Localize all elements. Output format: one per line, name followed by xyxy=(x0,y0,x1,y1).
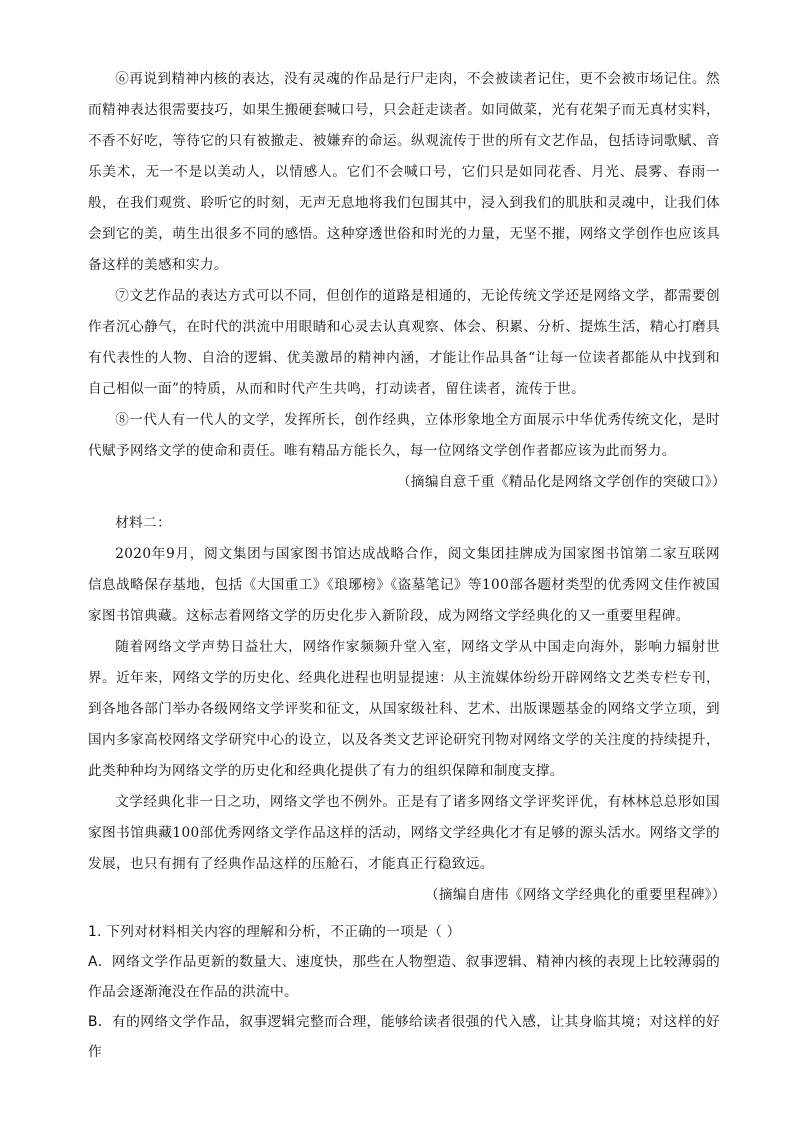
paragraph-6: ⑥再说到精神内核的表达，没有灵魂的作品是行尸走肉，不会被读者记住，更不会被市场记住。然而精神表达很需要技巧，如果生搬硬套喊口号，只会赶走读者。如同做菜，光有花架子而无真材实料，不香不好吃，等待它的只有被撤走、被嫌弃的命运。纵观流传于世的所有文艺作品，包括诗词歌赋、音乐美术，无一不是以美动人，以情感人。它们不会喊口号，它们只是如同花香、月光、晨雾、春雨一般，在我们观赏、聆听它的时刻，无声无息地将我们包围其中，浸入到我们的肌肤和灵魂中，让我们体会到它的美，萌生出很多不同的感悟。这种穿透世俗和时光的力量，无坚不摧，网络文学创作也应该具备这样的美感和实力。 xyxy=(88,71,720,273)
material-two-paragraph-2: 随着网络文学声势日益壮大，网络作家频频升堂入室，网络文学从中国走向海外，影响力辐射世界。近年来，网络文学的历史化、经典化进程也明显提速：从主流媒体纷纷开辟网络文艺类专栏专刊，到各地各部门举办各级网络文学评奖和征文，从国家级社科、艺术、出版课题基金的网络文学立项，到国内多家高校网络文学研究中心的设立，以及各类文艺评论研究刊物对网络文学的关注度的持续提升，此类种种均为网络文学的历史化和经典化提供了有力的组织保障和制度支撑。 xyxy=(88,639,720,779)
material-two-heading: 材料二： xyxy=(115,515,172,531)
material-two-paragraph-1: 2020年9月，阅文集团与国家图书馆达成战略合作，阅文集团挂牌成为国家图书馆第二家互联网信息战略保存基地，包括《大国重工》《琅琊榜》《盗墓笔记》等100部各题材类型的优秀网文佳作被国家图书馆典藏。这标志着网络文学的历史化步入新阶段，成为网络文学经典化的又一重要里程碑。 xyxy=(88,546,720,624)
question-1 xyxy=(88,917,720,1067)
source-citation-1: （摘编自意千重《精品化是网络文学创作的突破口》） xyxy=(396,474,726,490)
question-stem: 1. 下列对材料相关内容的理解和分析，不正确的一项是（ ） xyxy=(88,924,461,940)
option-a: A．网络文学作品更新的数量大、速度快，那些在人物塑造、叙事逻辑、精神内核的表现上比较薄弱的作品会逐渐淹没在作品的洪流中。 xyxy=(88,954,720,1000)
paragraph-8: ⑧一代人有一代人的文学，发挥所长，创作经典，立体形象地全方面展示中华优秀传统文化，是时代赋予网络文学的使命和责任。唯有精品方能长久，每一位网络文学创作者都应该为此而努力。 xyxy=(88,412,720,459)
material-two-paragraph-3: 文学经典化非一日之功，网络文学也不例外。正是有了诸多网络文学评奖评优，有林林总总形如国家图书馆典藏100部优秀网络文学作品这样的活动，网络文学经典化才有足够的源头活水。网络文学的发展，也只有拥有了经典作品这样的压舱石，才能真正行稳致远。 xyxy=(88,794,720,872)
option-b: B．有的网络文学作品，叙事逻辑完整而合理，能够给读者很强的代入感，让其身临其境；对这样的好作 xyxy=(88,1014,720,1060)
document-page xyxy=(88,64,726,1067)
source-citation-2: （摘编自唐伟《网络文学经典化的重要里程碑》） xyxy=(424,887,726,903)
paragraph-7: ⑦文艺作品的表达方式可以不同，但创作的道路是相通的，无论传统文学还是网络文学，都需要创作者沉心静气，在时代的洪流中用眼睛和心灵去认真观察、体会、积累、分析、提炼生活，精心打磨具有代表性的人物、自洽的逻辑、优美激昂的精神内涵，才能让作品具备“让每一位读者都能从中找到和自己相似一面”的特质，从而和时代产生共鸣，打动读者，留住读者，流传于世。 xyxy=(88,288,720,397)
